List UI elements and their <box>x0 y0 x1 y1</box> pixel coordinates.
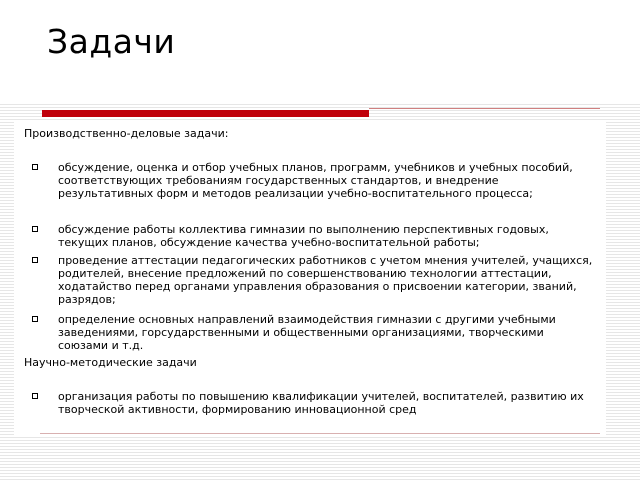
footer-rule-line <box>40 433 600 434</box>
square-bullet-icon <box>32 257 38 263</box>
square-bullet-icon <box>32 316 38 322</box>
section-heading-methodical: Научно-методические задачи <box>24 356 197 369</box>
square-bullet-icon <box>32 393 38 399</box>
title-rule-line <box>369 108 600 109</box>
square-bullet-icon <box>32 164 38 170</box>
list-item: обсуждение, оценка и отбор учебных планов, программ, учебников и учебных пособий, соответствующих требованиям государственных стандартов, и внедрение результативных форм и методов реализации учебно-воспитательного процесса; <box>34 161 594 200</box>
list-item: определение основных направлений взаимодействия гимназии с другими учебными заведениями, горсударственными и общественными организациями, творческими союзами и т.д. <box>34 313 594 352</box>
slide-content <box>14 121 606 435</box>
slide-title: Задачи <box>47 22 176 61</box>
section-heading-business: Производственно-деловые задачи: <box>24 127 229 140</box>
list-item: организация работы по повышению квалификации учителей, воспитателей, развитию их творческой активности, формированию инновационной сред <box>34 390 594 416</box>
list-item: проведение аттестации педагогических работников с учетом мнения учителей, учащихся, родителей, внесение предложений по совершенствованию технологии аттестации, ходатайство перед органами управления образования о присвоении категории, званий, разрядов; <box>34 254 594 306</box>
list-item: обсуждение работы коллектива гимназии по выполнению перспективных годовых, текущих планов, обсуждение качества учебно-воспитательной работы; <box>34 223 594 249</box>
title-underline-bar <box>42 110 369 117</box>
square-bullet-icon <box>32 226 38 232</box>
